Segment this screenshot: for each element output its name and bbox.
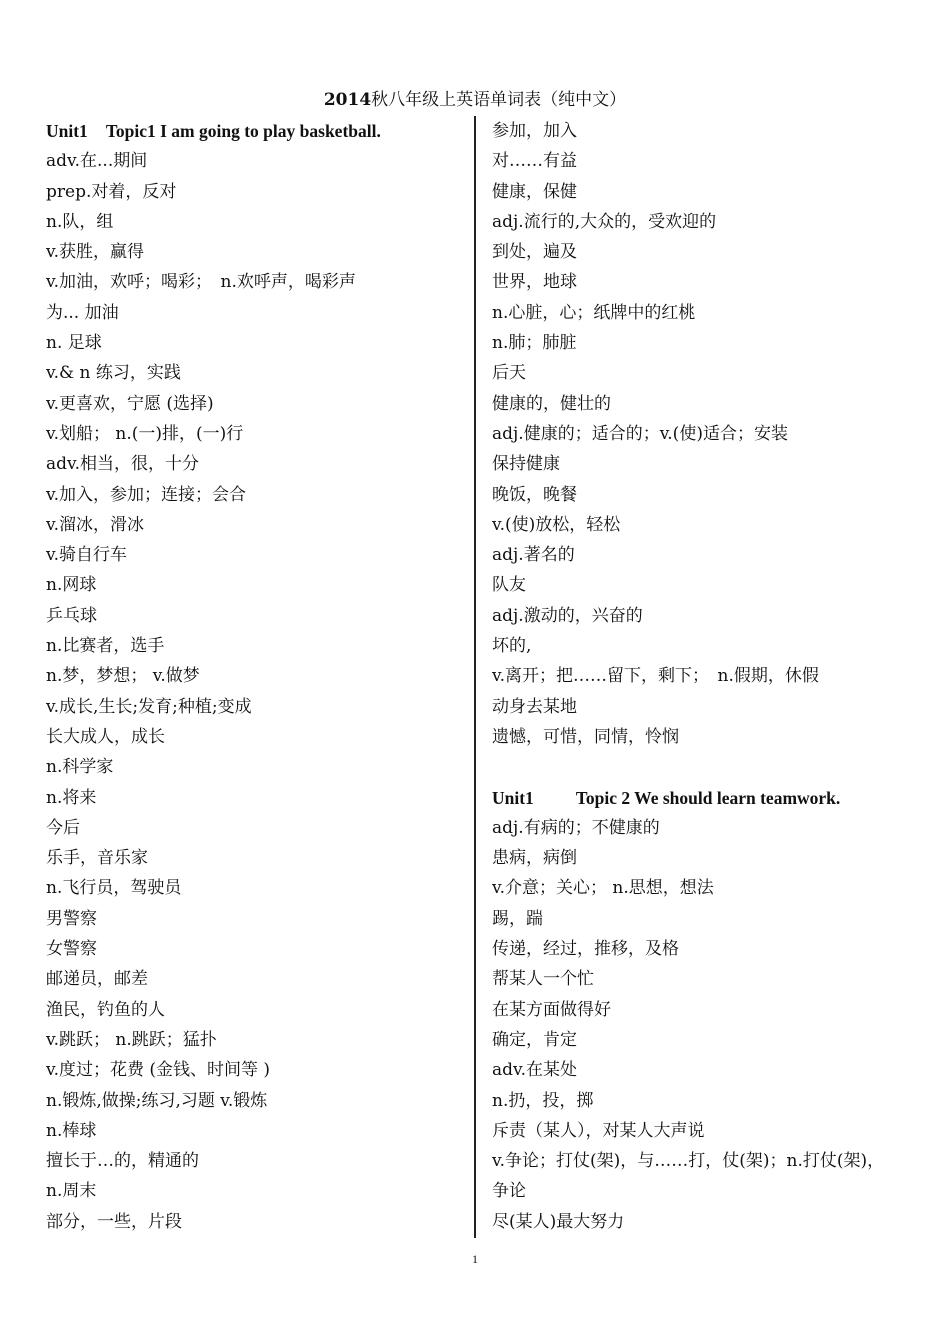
vocabulary-entry: 保持健康 bbox=[492, 454, 560, 475]
title-text: 秋八年级上英语单词表（纯中文） bbox=[371, 90, 627, 110]
vocabulary-entry: v.划船； n.(一)排，(一)行 bbox=[46, 423, 244, 444]
vocabulary-entry: 晚饭，晚餐 bbox=[492, 484, 577, 505]
column-divider bbox=[474, 116, 476, 1238]
vocabulary-entry: adv.在...期间 bbox=[46, 151, 148, 172]
vocabulary-entry: 在某方面做得好 bbox=[492, 999, 611, 1020]
vocabulary-entry: v.溜冰，滑冰 bbox=[46, 514, 144, 535]
vocabulary-entry: n.周末 bbox=[46, 1181, 97, 1202]
vocabulary-entry: 尽(某人)最大努力 bbox=[492, 1211, 625, 1232]
vocabulary-entry: 对……有益 bbox=[492, 151, 577, 172]
vocabulary-entry: 世界，地球 bbox=[492, 272, 577, 293]
vocabulary-entry: 部分，一些，片段 bbox=[46, 1211, 182, 1232]
vocabulary-entry: 传递，经过，推移，及格 bbox=[492, 939, 679, 960]
vocabulary-entry: n.队，组 bbox=[46, 211, 114, 232]
vocabulary-entry: n. 足球 bbox=[46, 333, 102, 354]
vocabulary-entry: v.(使)放松，轻松 bbox=[492, 514, 621, 535]
vocabulary-entry: adv.相当，很，十分 bbox=[46, 454, 200, 475]
vocabulary-list bbox=[46, 146, 466, 1237]
vocabulary-entry: 斥责（某人），对某人大声说 bbox=[492, 1120, 705, 1141]
vocabulary-entry: adj.流行的,大众的，受欢迎的 bbox=[492, 211, 717, 232]
vocabulary-entry: adj.健康的；适合的；v.(使)适合；安装 bbox=[492, 423, 788, 444]
right-column bbox=[492, 116, 917, 1237]
unit-topic-heading bbox=[46, 116, 466, 146]
vocabulary-entry: v.度过；花费 (金钱、时间等 ) bbox=[46, 1060, 271, 1081]
page-title bbox=[0, 89, 950, 111]
vocabulary-entry: n.科学家 bbox=[46, 757, 114, 778]
vocabulary-entry: 踢，踹 bbox=[492, 908, 543, 929]
vocabulary-entry: n.锻炼,做操;练习,习题 v.锻炼 bbox=[46, 1090, 268, 1111]
vocabulary-entry: 后天 bbox=[492, 363, 526, 384]
vocabulary-entry: v.加油，欢呼；喝彩； n.欢呼声，喝彩声 bbox=[46, 272, 356, 293]
vocabulary-entry: v.介意；关心； n.思想，想法 bbox=[492, 878, 714, 899]
heading-unit: Unit1 bbox=[492, 787, 534, 808]
vocabulary-entry: 男警察 bbox=[46, 908, 97, 929]
vocabulary-entry: adv.在某处 bbox=[492, 1060, 578, 1081]
vocabulary-entry: n.棒球 bbox=[46, 1120, 97, 1141]
page-number: 1 bbox=[472, 1252, 478, 1266]
vocabulary-entry: v.离开；把……留下，剩下； n.假期，休假 bbox=[492, 666, 819, 687]
vocabulary-entry: 队友 bbox=[492, 575, 526, 596]
vocabulary-entry: n.梦，梦想； v.做梦 bbox=[46, 666, 200, 687]
vocabulary-list bbox=[492, 116, 917, 752]
section-spacer bbox=[492, 752, 917, 782]
vocabulary-entry: n.飞行员，驾驶员 bbox=[46, 878, 182, 899]
vocabulary-entry: 帮某人一个忙 bbox=[492, 969, 594, 990]
vocabulary-entry: v.争论；打仗(架)，与……打，仗(架)；n.打仗(架)， bbox=[492, 1151, 885, 1172]
vocabulary-entry: 邮递员，邮差 bbox=[46, 969, 148, 990]
vocabulary-entry: n.比赛者，选手 bbox=[46, 636, 165, 657]
vocabulary-entry: adj.有病的；不健康的 bbox=[492, 817, 660, 838]
vocabulary-entry: 确定，肯定 bbox=[492, 1029, 577, 1050]
vocabulary-entry: 患病，病倒 bbox=[492, 848, 577, 869]
heading-unit: Unit1 bbox=[46, 121, 88, 141]
vocabulary-entry: n.肺；肺脏 bbox=[492, 333, 577, 354]
left-column bbox=[46, 116, 466, 1237]
vocabulary-entry: 乐手，音乐家 bbox=[46, 848, 148, 869]
vocabulary-entry: 长大成人，成长 bbox=[46, 726, 165, 747]
vocabulary-entry: 擅长于…的，精通的 bbox=[46, 1151, 199, 1172]
vocabulary-entry: v.跳跃； n.跳跃；猛扑 bbox=[46, 1029, 217, 1050]
vocabulary-entry: n.将来 bbox=[46, 787, 97, 808]
vocabulary-entry: v.更喜欢，宁愿 (选择) bbox=[46, 393, 214, 414]
vocabulary-entry: v.成长,生长;发育;种植;变成 bbox=[46, 696, 252, 717]
vocabulary-entry: adj.著名的 bbox=[492, 545, 575, 566]
vocabulary-entry: 乒乓球 bbox=[46, 605, 97, 626]
vocabulary-entry: prep.对着，反对 bbox=[46, 181, 177, 202]
vocabulary-entry: adj.激动的，兴奋的 bbox=[492, 605, 643, 626]
heading-topic: Topic 2 We should learn teamwork. bbox=[575, 787, 841, 808]
vocabulary-entry: 动身去某地 bbox=[492, 696, 577, 717]
vocabulary-entry: 为... 加油 bbox=[46, 302, 119, 323]
vocabulary-entry: 健康，保健 bbox=[492, 181, 577, 202]
vocabulary-entry: v.& n 练习，实践 bbox=[46, 363, 181, 384]
vocabulary-entry: 渔民，钓鱼的人 bbox=[46, 999, 165, 1020]
vocabulary-entry: 遗憾，可惜，同情，怜悯 bbox=[492, 726, 679, 747]
vocabulary-entry: v.获胜，赢得 bbox=[46, 242, 144, 263]
vocabulary-entry: 到处，遍及 bbox=[492, 242, 577, 263]
vocabulary-entry: v.加入，参加；连接；会合 bbox=[46, 484, 246, 505]
vocabulary-entry: n.心脏，心；纸牌中的红桃 bbox=[492, 302, 696, 323]
vocabulary-entry: n.扔，投，掷 bbox=[492, 1090, 594, 1111]
vocabulary-entry: v.骑自行车 bbox=[46, 545, 127, 566]
vocabulary-list bbox=[492, 813, 917, 1237]
vocabulary-entry: 女警察 bbox=[46, 939, 97, 960]
vocabulary-entry: 参加，加入 bbox=[492, 121, 577, 141]
vocabulary-entry: 健康的，健壮的 bbox=[492, 393, 611, 414]
vocabulary-entry: 坏的, bbox=[492, 636, 532, 657]
vocabulary-entry: 争论 bbox=[492, 1181, 526, 1202]
title-year: 2014 bbox=[323, 90, 372, 110]
vocabulary-entry: n.网球 bbox=[46, 575, 97, 596]
vocabulary-entry: 今后 bbox=[46, 817, 80, 838]
unit-topic-heading bbox=[492, 783, 917, 813]
heading-topic: Topic1 I am going to play basketball. bbox=[105, 121, 381, 141]
